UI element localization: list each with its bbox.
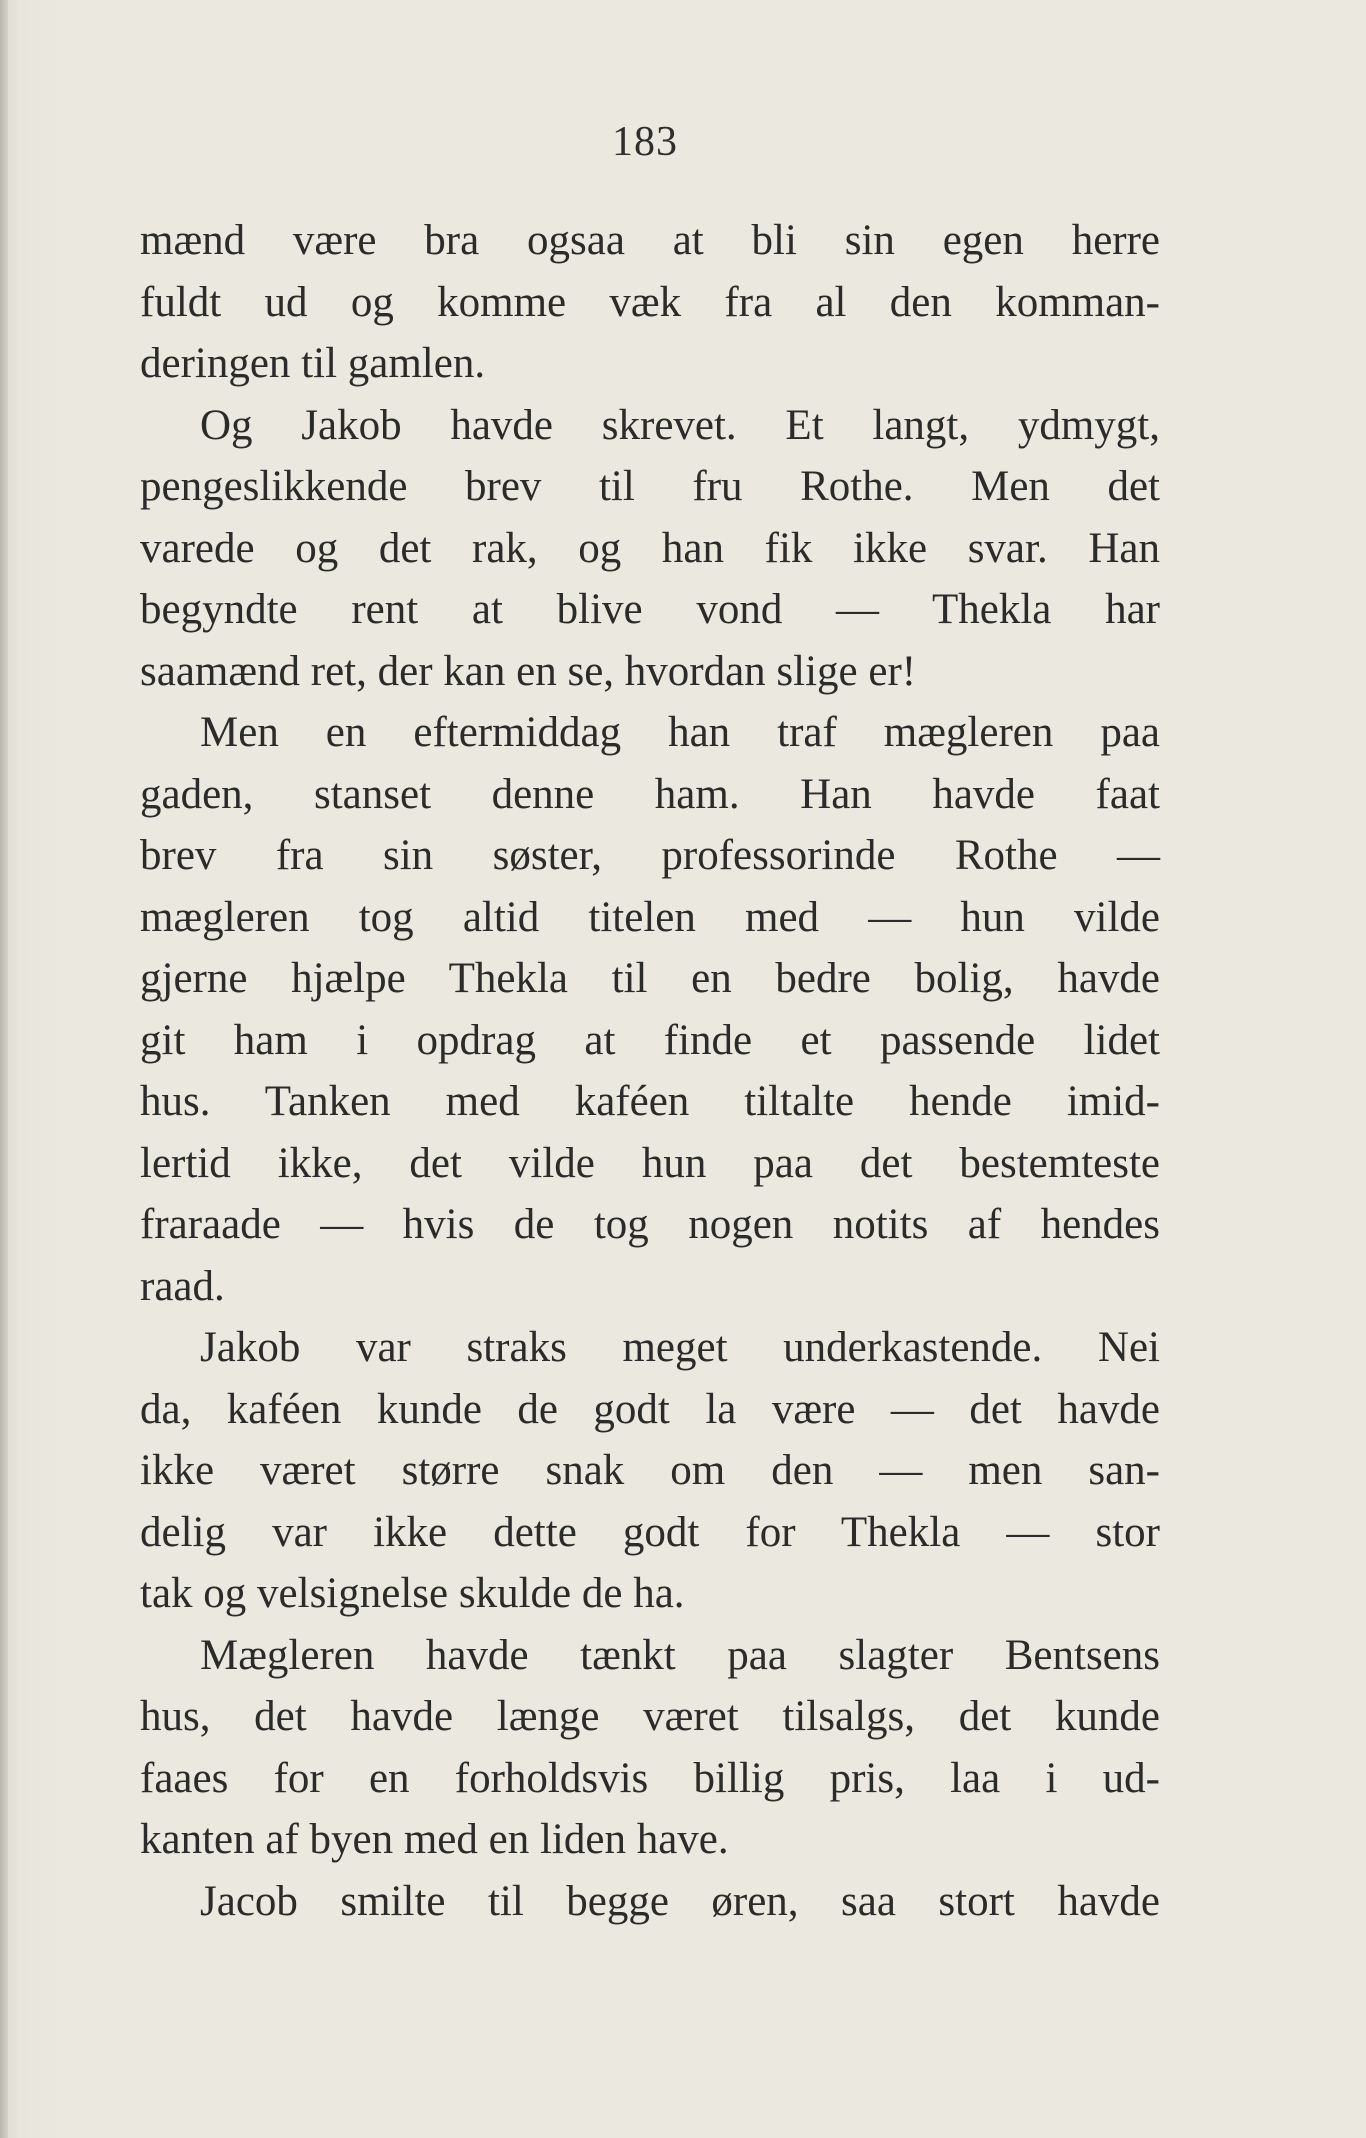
- text-line: git ham i opdrag at finde et passende lidet: [140, 1016, 1160, 1064]
- text-line: Mægleren havde tænkt paa slagter Bentsens: [200, 1631, 1160, 1679]
- text-line: saamænd ret, der kan en se, hvordan slige er!: [140, 647, 917, 695]
- text-line: Jakob var straks meget underkastende. Nei: [200, 1324, 1160, 1371]
- text-line: lertid ikke, det vilde hun paa det bestemteste: [140, 1139, 1160, 1187]
- text-line: gaden, stanset denne ham. Han havde faat: [140, 770, 1160, 818]
- text-line: begyndte rent at blive vond — Thekla har: [140, 586, 1160, 633]
- text-line: mægleren tog altid titelen med — hun vilde: [140, 893, 1160, 941]
- text-line: kanten af byen med en liden have.: [140, 1816, 729, 1863]
- text-line: hus, det havde længe været tilsalgs, det kunde: [140, 1693, 1160, 1740]
- text-line: gjerne hjælpe Thekla til en bedre bolig, havde: [140, 955, 1160, 1002]
- text-line: raad.: [140, 1262, 225, 1310]
- page-edge-shadow: [0, 0, 8, 2138]
- text-line: mænd være bra ogsaa at bli sin egen herre: [140, 217, 1160, 264]
- text-line: fraraade — hvis de tog nogen notits af hendes: [140, 1201, 1160, 1248]
- text-line: hus. Tanken med kaféen tiltalte hende imid-: [140, 1078, 1160, 1125]
- text-line: Men en eftermiddag han traf mægleren paa: [200, 709, 1160, 756]
- text-line: brev fra sin søster, professorinde Rothe —: [140, 832, 1160, 879]
- text-line: fuldt ud og komme væk fra al den komman-: [140, 278, 1160, 326]
- text-line: deringen til gamlen.: [140, 340, 486, 387]
- text-line: tak og velsignelse skulde de ha.: [140, 1570, 685, 1617]
- body-text: [140, 210, 1160, 1932]
- text-line: delig var ikke dette godt for Thekla — stor: [140, 1508, 1160, 1556]
- text-line: Jacob smilte til begge øren, saa stort havde: [200, 1877, 1160, 1925]
- text-line: Og Jakob havde skrevet. Et langt, ydmygt,: [200, 401, 1160, 449]
- text-line: varede og det rak, og han fik ikke svar. Han: [140, 524, 1160, 572]
- text-line: pengeslikkende brev til fru Rothe. Men det: [140, 463, 1160, 510]
- text-line: da, kaféen kunde de godt la være — det havde: [140, 1385, 1160, 1433]
- text-line: ikke været større snak om den — men san-: [140, 1447, 1160, 1494]
- page-number: 183: [612, 119, 678, 165]
- text-line: faaes for en forholdsvis billig pris, laa i ud-: [140, 1754, 1160, 1802]
